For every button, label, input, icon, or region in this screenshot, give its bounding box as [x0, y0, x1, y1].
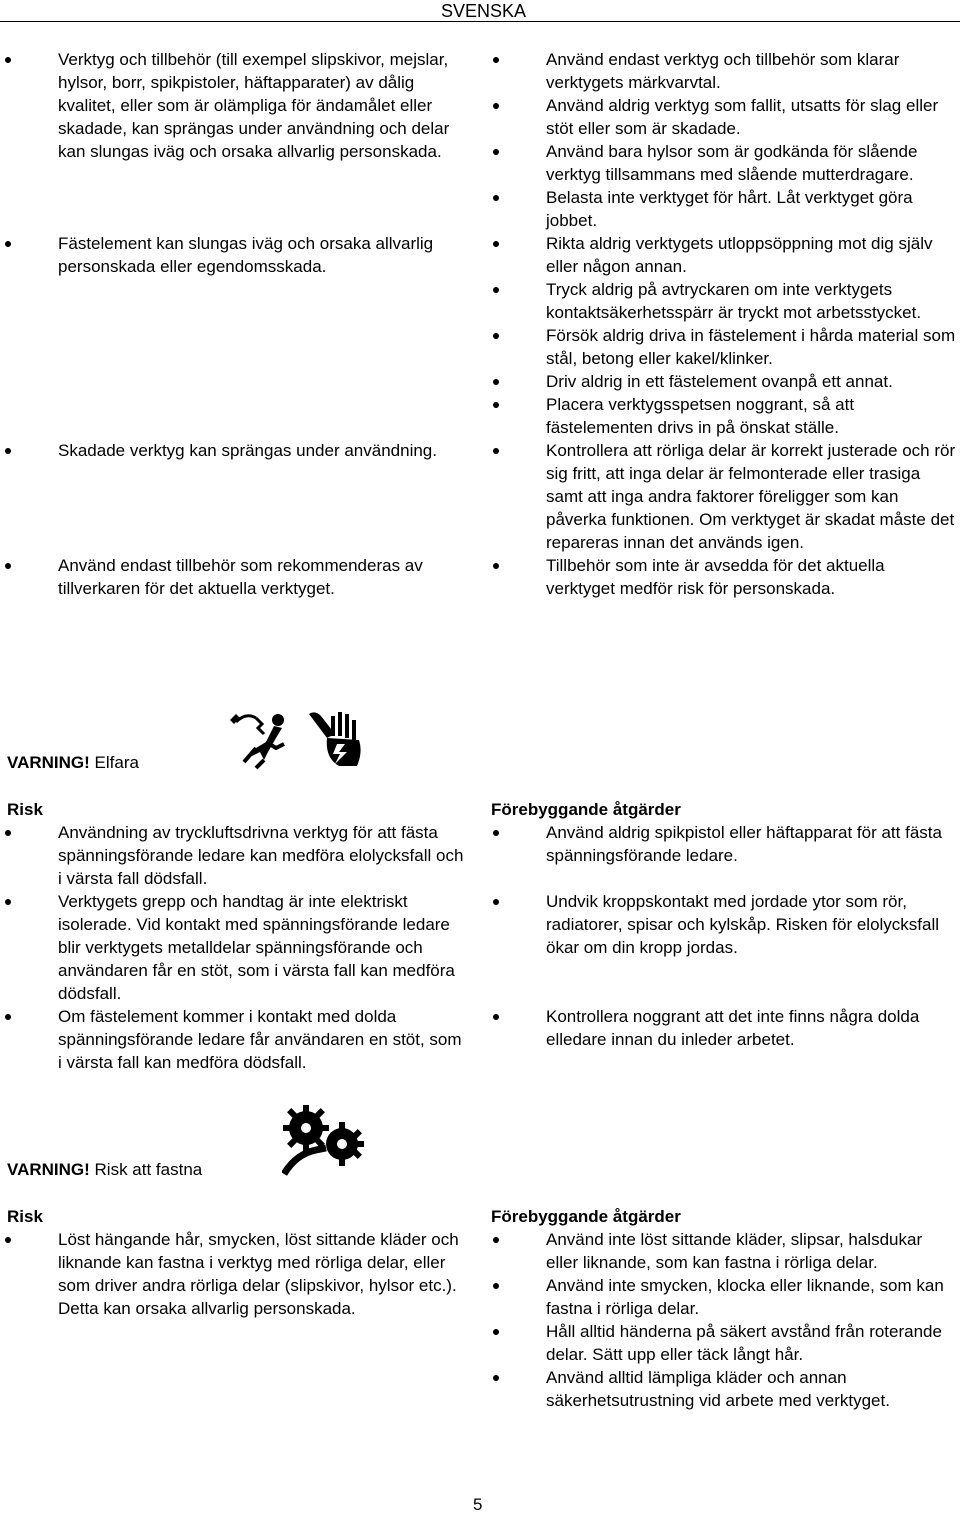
- list-item: Använd inte löst sittande kläder, slipsar, halsdukar eller liknande, som kan fastna i rörliga delar.: [488, 1228, 958, 1274]
- list-item: Använd alltid lämpliga kläder och annan säkerhetsutrustning vid arbete med verktyget.: [488, 1366, 958, 1412]
- list-item: Skadade verktyg kan sprängas under användning.: [0, 439, 470, 462]
- entangle-risk-list: [0, 1228, 470, 1320]
- electric-risk-column: [0, 821, 470, 1074]
- section1-left-list: [0, 48, 470, 600]
- entangle-prevent-list: [488, 1228, 958, 1412]
- list-item: Kontrollera noggrant att det inte finns några dolda elledare innan du inleder arbetet.: [488, 1005, 958, 1051]
- entangle-risk-column: [0, 1228, 470, 1320]
- list-item: Kontrollera att rörliga delar är korrekt justerade och rör sig fritt, att inga delar är felmonterade eller trasiga samt att inga andra faktorer föreligger som kan påverka funktionen. Om verktyget är skadat måste det repareras innan det används igen.: [488, 439, 958, 554]
- list-item: Om fästelement kommer i kontakt med dolda spänningsförande ledare får användaren en stöt, som i värsta fall kan medföra dödsfall.: [0, 1005, 470, 1074]
- warning-text: Elfara: [89, 753, 139, 772]
- header-language: SVENSKA: [440, 1, 526, 21]
- electric-prevent-column: [488, 821, 958, 1051]
- entanglement-gears-icon: [282, 1104, 364, 1178]
- warning-electric: [7, 751, 139, 774]
- list-item: Försök aldrig driva in fästelement i hårda material som stål, betong eller kakel/klinker.: [488, 324, 958, 370]
- list-item: Använd endast verktyg och tillbehör som klarar verktygets märkvarvtal.: [488, 48, 958, 94]
- list-item: Använd bara hylsor som är godkända för slående verktyg tillsammans med slående mutterdragare.: [488, 140, 958, 186]
- electric-shock-hand-icon: [305, 708, 367, 770]
- warning-label: VARNING!: [7, 753, 90, 772]
- list-item: Verktygets grepp och handtag är inte elektriskt isolerade. Vid kontakt med spänningsförande ledare blir verktygets metalldelar spänningsförande och användaren får en stöt, som i värsta fall kan medföra dödsfall.: [0, 890, 470, 1005]
- list-item: Undvik kroppskontakt med jordade ytor som rör, radiatorer, spisar och kylskåp. Risken för elolycksfall ökar om din kropp jordas.: [488, 890, 958, 959]
- list-item: Håll alltid händerna på säkert avstånd från roterande delar. Sätt upp eller täck långt hår.: [488, 1320, 958, 1366]
- list-item: Använd aldrig verktyg som fallit, utsatts för slag eller stöt eller som är skadade.: [488, 94, 958, 140]
- risk-heading: Risk: [7, 1207, 43, 1226]
- list-item: Belasta inte verktyget för hårt. Låt verktyget göra jobbet.: [488, 186, 958, 232]
- header-divider: [0, 21, 960, 22]
- list-item: Tillbehör som inte är avsedda för det aktuella verktyget medför risk för personskada.: [488, 554, 958, 600]
- list-item: Verktyg och tillbehör (till exempel slipskivor, mejslar, hylsor, borr, spikpistoler, häftapparater) av dålig kvalitet, eller som är olämpliga för ändamålet eller skadade, kan sprängas under användning och delar kan slungas iväg och orsaka allvarlig personskada.: [0, 48, 470, 163]
- prevent-heading: Förebyggande åtgärder: [491, 1207, 681, 1226]
- risk-heading: Risk: [7, 800, 43, 819]
- list-item: Tryck aldrig på avtryckaren om inte verktygets kontaktsäkerhetsspärr är tryckt mot arbetsstycket.: [488, 278, 958, 324]
- list-item: Användning av tryckluftsdrivna verktyg för att fästa spänningsförande ledare kan medföra elolycksfall och i värsta fall dödsfall.: [0, 821, 470, 890]
- section1-left-column: [0, 48, 470, 600]
- entangle-prevent-column: [488, 1228, 958, 1412]
- list-item: Löst hängande hår, smycken, löst sittande kläder och liknande kan fastna i verktyg med rörliga delar, eller som driver andra rörliga delar (slipskivor, hylsor etc.). Detta kan orsaka allvarlig personskada.: [0, 1228, 470, 1320]
- electric-risk-list: [0, 821, 470, 1074]
- list-item: Fästelement kan slungas iväg och orsaka allvarlig personskada eller egendomsskada.: [0, 232, 470, 278]
- section1-right-list: [488, 48, 958, 600]
- list-item: Använd inte smycken, klocka eller liknande, som kan fastna i rörliga delar.: [488, 1274, 958, 1320]
- list-item: Använd endast tillbehör som rekommenderas av tillverkaren för det aktuella verktyget.: [0, 554, 470, 600]
- list-item: Använd aldrig spikpistol eller häftapparat för att fästa spänningsförande ledare.: [488, 821, 958, 867]
- page-number: 5: [473, 1495, 483, 1514]
- warning-text: Risk att fastna: [89, 1160, 203, 1179]
- list-item: Rikta aldrig verktygets utloppsöppning mot dig själv eller någon annan.: [488, 232, 958, 278]
- warning-entangle: [7, 1158, 202, 1181]
- list-item: Driv aldrig in ett fästelement ovanpå ett annat.: [488, 370, 958, 393]
- prevent-heading: Förebyggande åtgärder: [491, 800, 681, 819]
- warning-label: VARNING!: [7, 1160, 90, 1179]
- electrocution-icon: [226, 708, 294, 770]
- electric-prevent-list: [488, 821, 958, 1051]
- list-item: Placera verktygsspetsen noggrant, så att fästelementen drivs in på önskat ställe.: [488, 393, 958, 439]
- section1-right-column: [488, 48, 958, 600]
